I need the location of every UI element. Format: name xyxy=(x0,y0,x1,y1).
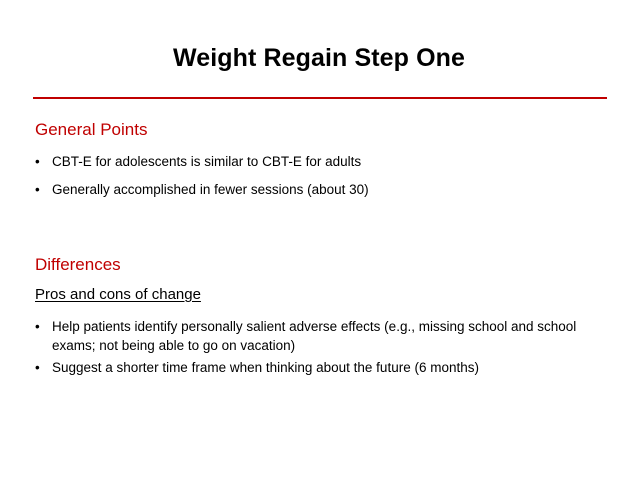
general-points-list xyxy=(35,152,605,171)
list-item-text: Generally accomplished in fewer sessions (about 30) xyxy=(52,182,369,197)
list-item xyxy=(35,317,605,355)
list-item-text: Help patients identify personally salient adverse effects (e.g., missing school and school exams; not being able to go on vacation) xyxy=(52,319,577,353)
bullet-icon: • xyxy=(35,319,40,334)
section-heading-differences: Differences xyxy=(35,255,121,274)
bullet-icon: • xyxy=(35,154,40,169)
differences-list xyxy=(35,317,605,355)
bullet-icon: • xyxy=(35,182,40,197)
list-item-text: CBT-E for adolescents is similar to CBT-E for adults xyxy=(52,154,362,169)
title-divider xyxy=(33,97,607,99)
list-item xyxy=(35,152,605,171)
list-item xyxy=(35,358,605,377)
slide-title: Weight Regain Step One xyxy=(172,44,466,72)
section-heading-general-points: General Points xyxy=(35,120,148,139)
bullet-icon: • xyxy=(35,360,40,375)
list-item-text: Suggest a shorter time frame when thinking about the future (6 months) xyxy=(52,360,479,375)
differences-list-2 xyxy=(35,358,605,377)
list-item xyxy=(35,180,605,199)
general-points-list-2 xyxy=(35,180,605,199)
subheading-pros-and-cons: Pros and cons of change xyxy=(35,286,201,303)
